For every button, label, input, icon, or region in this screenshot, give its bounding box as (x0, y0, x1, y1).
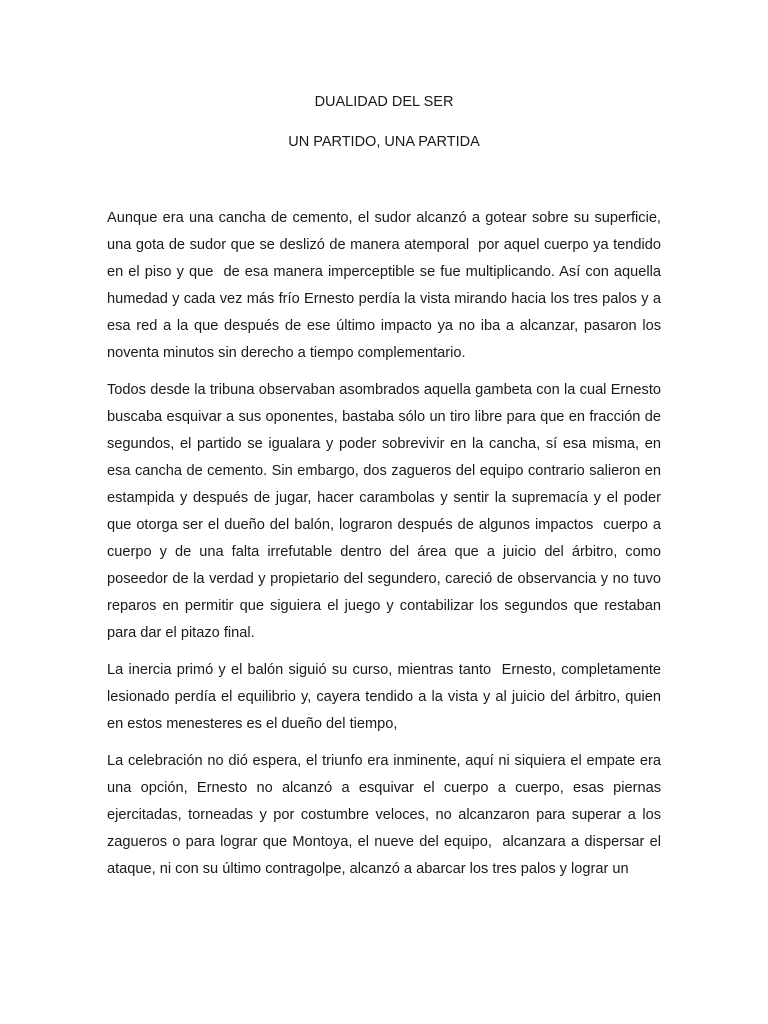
paragraph-2: Todos desde la tribuna observaban asombrados aquella gambeta con la cual Ernesto buscaba esquivar a sus oponentes, bastaba sólo un tiro libre para que en fracción de segundos, el partido se igualara y poder sobrevivir en la cancha, sí esa misma, en esa cancha de cemento. Sin embargo, dos zagueros del equipo contrario salieron en estampida y después de jugar, hacer carambolas y sentir la supremacía y el poder que otorga ser el dueño del balón, lograron después de algunos impactos cuerpo a cuerpo y de una falta irrefutable dentro del área que a juicio del árbitro, como poseedor de la verdad y propietario del segundero, careció de observancia y no tuvo reparos en permitir que siguiera el juego y contabilizar los segundos que restaban para dar el pitazo final. (107, 382, 666, 641)
paragraph-1: Aunque era una cancha de cemento, el sudor alcanzó a gotear sobre su superficie, una gota de sudor que se deslizó de manera atemporal por aquel cuerpo ya tendido en el piso y que de esa manera imperceptible se fue multiplicando. Así con aquella humedad y cada vez más frío Ernesto perdía la vista mirando hacia los tres palos y a esa red a la que después de ese último impacto ya no iba a alcanzar, pasaron los noventa minutos sin derecho a tiempo complementario. (107, 210, 666, 361)
document-subtitle: UN PARTIDO, UNA PARTIDA (288, 134, 480, 150)
document-title: DUALIDAD DEL SER (314, 94, 454, 110)
document-body (107, 205, 666, 893)
paragraph-4: La celebración no dió espera, el triunfo era inminente, aquí ni siquiera el empate era una opción, Ernesto no alcanzó a esquivar el cuerpo a cuerpo, esas piernas ejercitadas, torneadas y por costumbre veloces, no alcanzaron para superar a los zagueros o para lograr que Montoya, el nueve del equipo, alcanzara a dispersar el ataque, ni con su último contragolpe, alcanzó a abarcar los tres palos y lograr un (107, 753, 666, 877)
paragraph-3: La inercia primó y el balón siguió su curso, mientras tanto Ernesto, completamente lesionado perdía el equilibrio y, cayera tendido a la vista y al juicio del árbitro, quien en estos menesteres es el dueño del tiempo, (107, 662, 666, 732)
